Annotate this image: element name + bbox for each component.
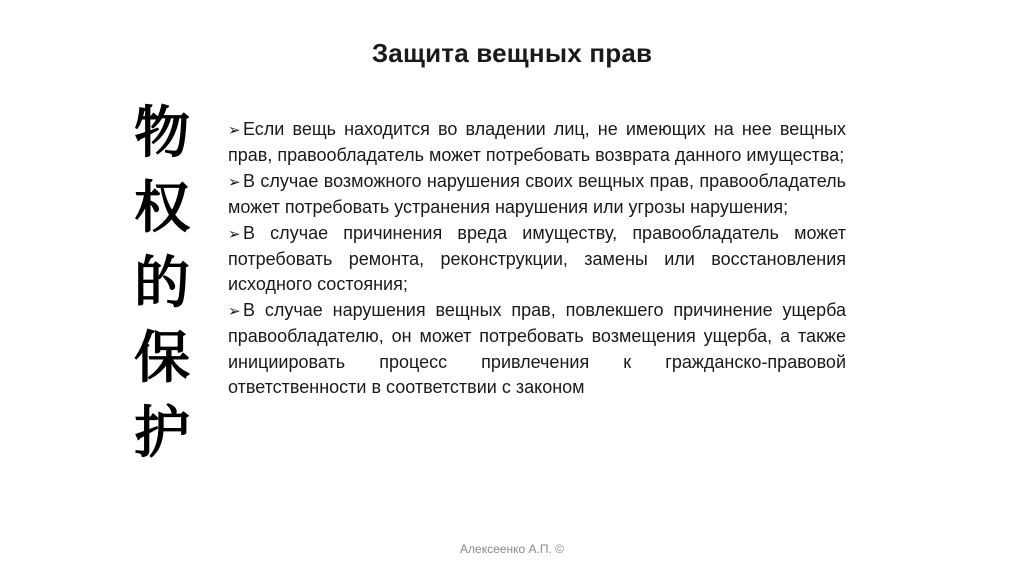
bullet-text: В случае причинения вреда имуществу, правообладатель может потребовать ремонта, реконструкции, замены или восстановления исходного состояния; <box>228 222 846 295</box>
bullet-text: В случае возможного нарушения своих вещных прав, правообладатель может потребовать устранения нарушения или угрозы нарушения; <box>228 170 846 218</box>
arrow-bullet-icon: ➢ <box>228 224 241 243</box>
bullet-item <box>228 117 846 169</box>
footer-credit: Алексеенко А.П. © <box>460 542 564 556</box>
slide-title: Защита вещных прав <box>371 38 653 68</box>
bullet-item <box>228 298 846 401</box>
bullet-text: Если вещь находится во владении лиц, не имеющих на нее вещных прав, правообладатель может потребовать возврата данного имущества; <box>228 119 846 166</box>
chinese-heading-column <box>124 96 200 471</box>
bullet-item <box>228 221 846 298</box>
bullet-text: В случае нарушения вещных прав, повлекшего причинение ущерба правообладателю, он может потребовать возмещения ущерба, а также инициировать процесс привлечения к гражданско-правовой ответственности в соответствии с законом <box>228 299 846 398</box>
arrow-bullet-icon: ➢ <box>228 172 241 191</box>
chinese-char-1: 物 <box>134 100 190 166</box>
arrow-bullet-icon: ➢ <box>228 121 241 139</box>
chinese-char-2: 权 <box>134 175 190 241</box>
arrow-bullet-icon: ➢ <box>228 301 241 320</box>
chinese-char-4: 保 <box>134 325 190 391</box>
bullet-list <box>228 117 846 400</box>
chinese-char-3: 的 <box>134 250 190 316</box>
bullet-item <box>228 169 846 221</box>
chinese-char-5: 护 <box>134 400 190 466</box>
